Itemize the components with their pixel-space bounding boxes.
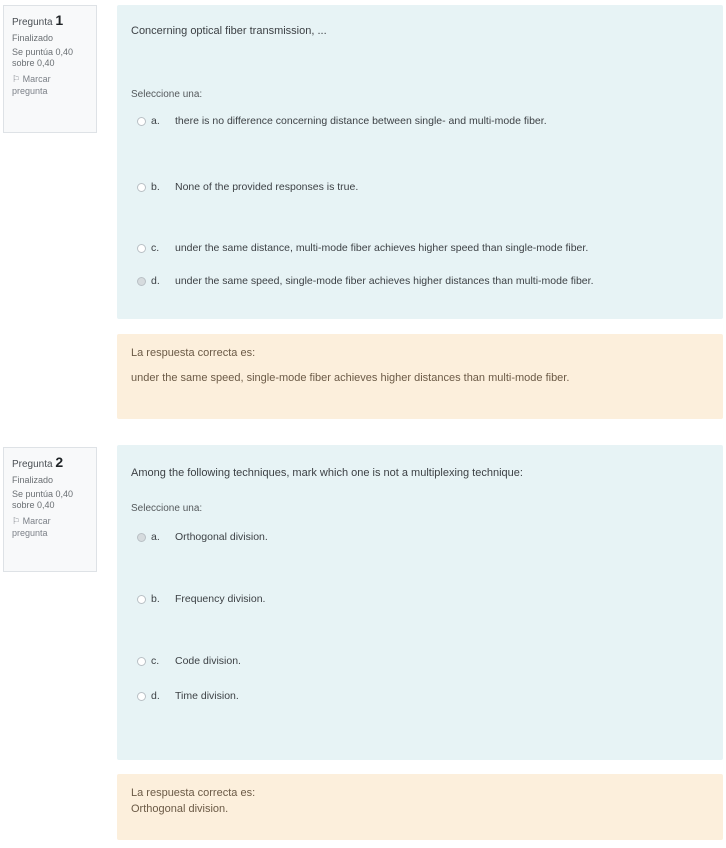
correct-answer-label: La respuesta correcta es: — [131, 787, 256, 799]
flag-label-line2: pregunta — [12, 527, 48, 538]
question-label: Pregunta — [12, 17, 53, 28]
flag-label-line1: Marcar — [22, 74, 51, 85]
question-number — [12, 454, 88, 472]
radio-button[interactable] — [137, 657, 146, 666]
option-text: Code division. — [175, 655, 241, 668]
option-letter: b. — [151, 593, 160, 606]
question-2-feedback — [117, 774, 723, 840]
correct-answer-label: La respuesta correcta es: — [131, 347, 256, 359]
question-score-line1: Se puntúa 0,40 — [12, 488, 74, 499]
correct-answer-text: under the same speed, single-mode fiber achieves higher distances than multi-mode fiber. — [131, 372, 570, 384]
question-score-line1: Se puntúa 0,40 — [12, 46, 74, 57]
radio-button[interactable] — [137, 692, 146, 701]
radio-button-selected[interactable] — [137, 277, 146, 286]
question-number — [12, 12, 88, 30]
option-letter: d. — [151, 275, 160, 288]
answer-option-c[interactable] — [137, 655, 241, 667]
flag-label-line1: Marcar — [22, 516, 51, 527]
question-number-value: 1 — [55, 12, 64, 28]
question-1-feedback — [117, 334, 723, 419]
answer-option-d[interactable] — [137, 690, 239, 702]
option-text: there is no difference concerning distance between single- and multi-mode fiber. — [175, 115, 547, 128]
answer-option-d[interactable] — [137, 275, 593, 287]
question-label: Pregunta — [12, 459, 53, 470]
radio-button[interactable] — [137, 183, 146, 192]
answer-option-c[interactable] — [137, 242, 588, 254]
question-status: Finalizado — [12, 474, 54, 485]
option-letter: a. — [151, 531, 160, 544]
answer-option-b[interactable] — [137, 593, 265, 605]
question-text: Among the following techniques, mark which one is not a multiplexing technique: — [131, 467, 523, 479]
flag-icon: ⚐ — [12, 516, 21, 527]
question-status: Finalizado — [12, 32, 54, 43]
question-score-line2: sobre 0,40 — [12, 500, 55, 510]
option-letter: b. — [151, 181, 160, 194]
select-one-prompt: Seleccione una: — [131, 503, 203, 514]
option-letter: d. — [151, 690, 160, 703]
select-one-prompt: Seleccione una: — [131, 89, 203, 100]
answer-option-a[interactable] — [137, 531, 268, 543]
option-letter: c. — [151, 655, 160, 668]
flag-question-link[interactable] — [12, 516, 88, 539]
option-letter: a. — [151, 115, 160, 128]
flag-icon: ⚐ — [12, 74, 21, 85]
correct-answer-text: Orthogonal division. — [131, 803, 229, 815]
option-text: under the same speed, single-mode fiber achieves higher distances than multi-mode fiber. — [175, 275, 594, 288]
question-1-info — [3, 5, 97, 133]
flag-question-link[interactable] — [12, 74, 88, 97]
option-text: under the same distance, multi-mode fiber achieves higher speed than single-mode fiber. — [175, 242, 589, 255]
answer-option-a[interactable] — [137, 115, 547, 127]
question-number-value: 2 — [55, 454, 64, 470]
question-2-body — [117, 445, 723, 760]
radio-button[interactable] — [137, 244, 146, 253]
radio-button-selected[interactable] — [137, 533, 146, 542]
option-text: None of the provided responses is true. — [175, 181, 359, 194]
question-score-line2: sobre 0,40 — [12, 58, 55, 68]
question-2-info — [3, 447, 97, 572]
radio-button[interactable] — [137, 117, 146, 126]
question-text: Concerning optical fiber transmission, ... — [131, 25, 327, 37]
answer-option-b[interactable] — [137, 181, 358, 193]
flag-label-line2: pregunta — [12, 85, 48, 96]
option-text: Time division. — [175, 690, 239, 703]
option-letter: c. — [151, 242, 160, 255]
option-text: Orthogonal division. — [175, 531, 268, 544]
question-1-body — [117, 5, 723, 319]
radio-button[interactable] — [137, 595, 146, 604]
option-text: Frequency division. — [175, 593, 266, 606]
